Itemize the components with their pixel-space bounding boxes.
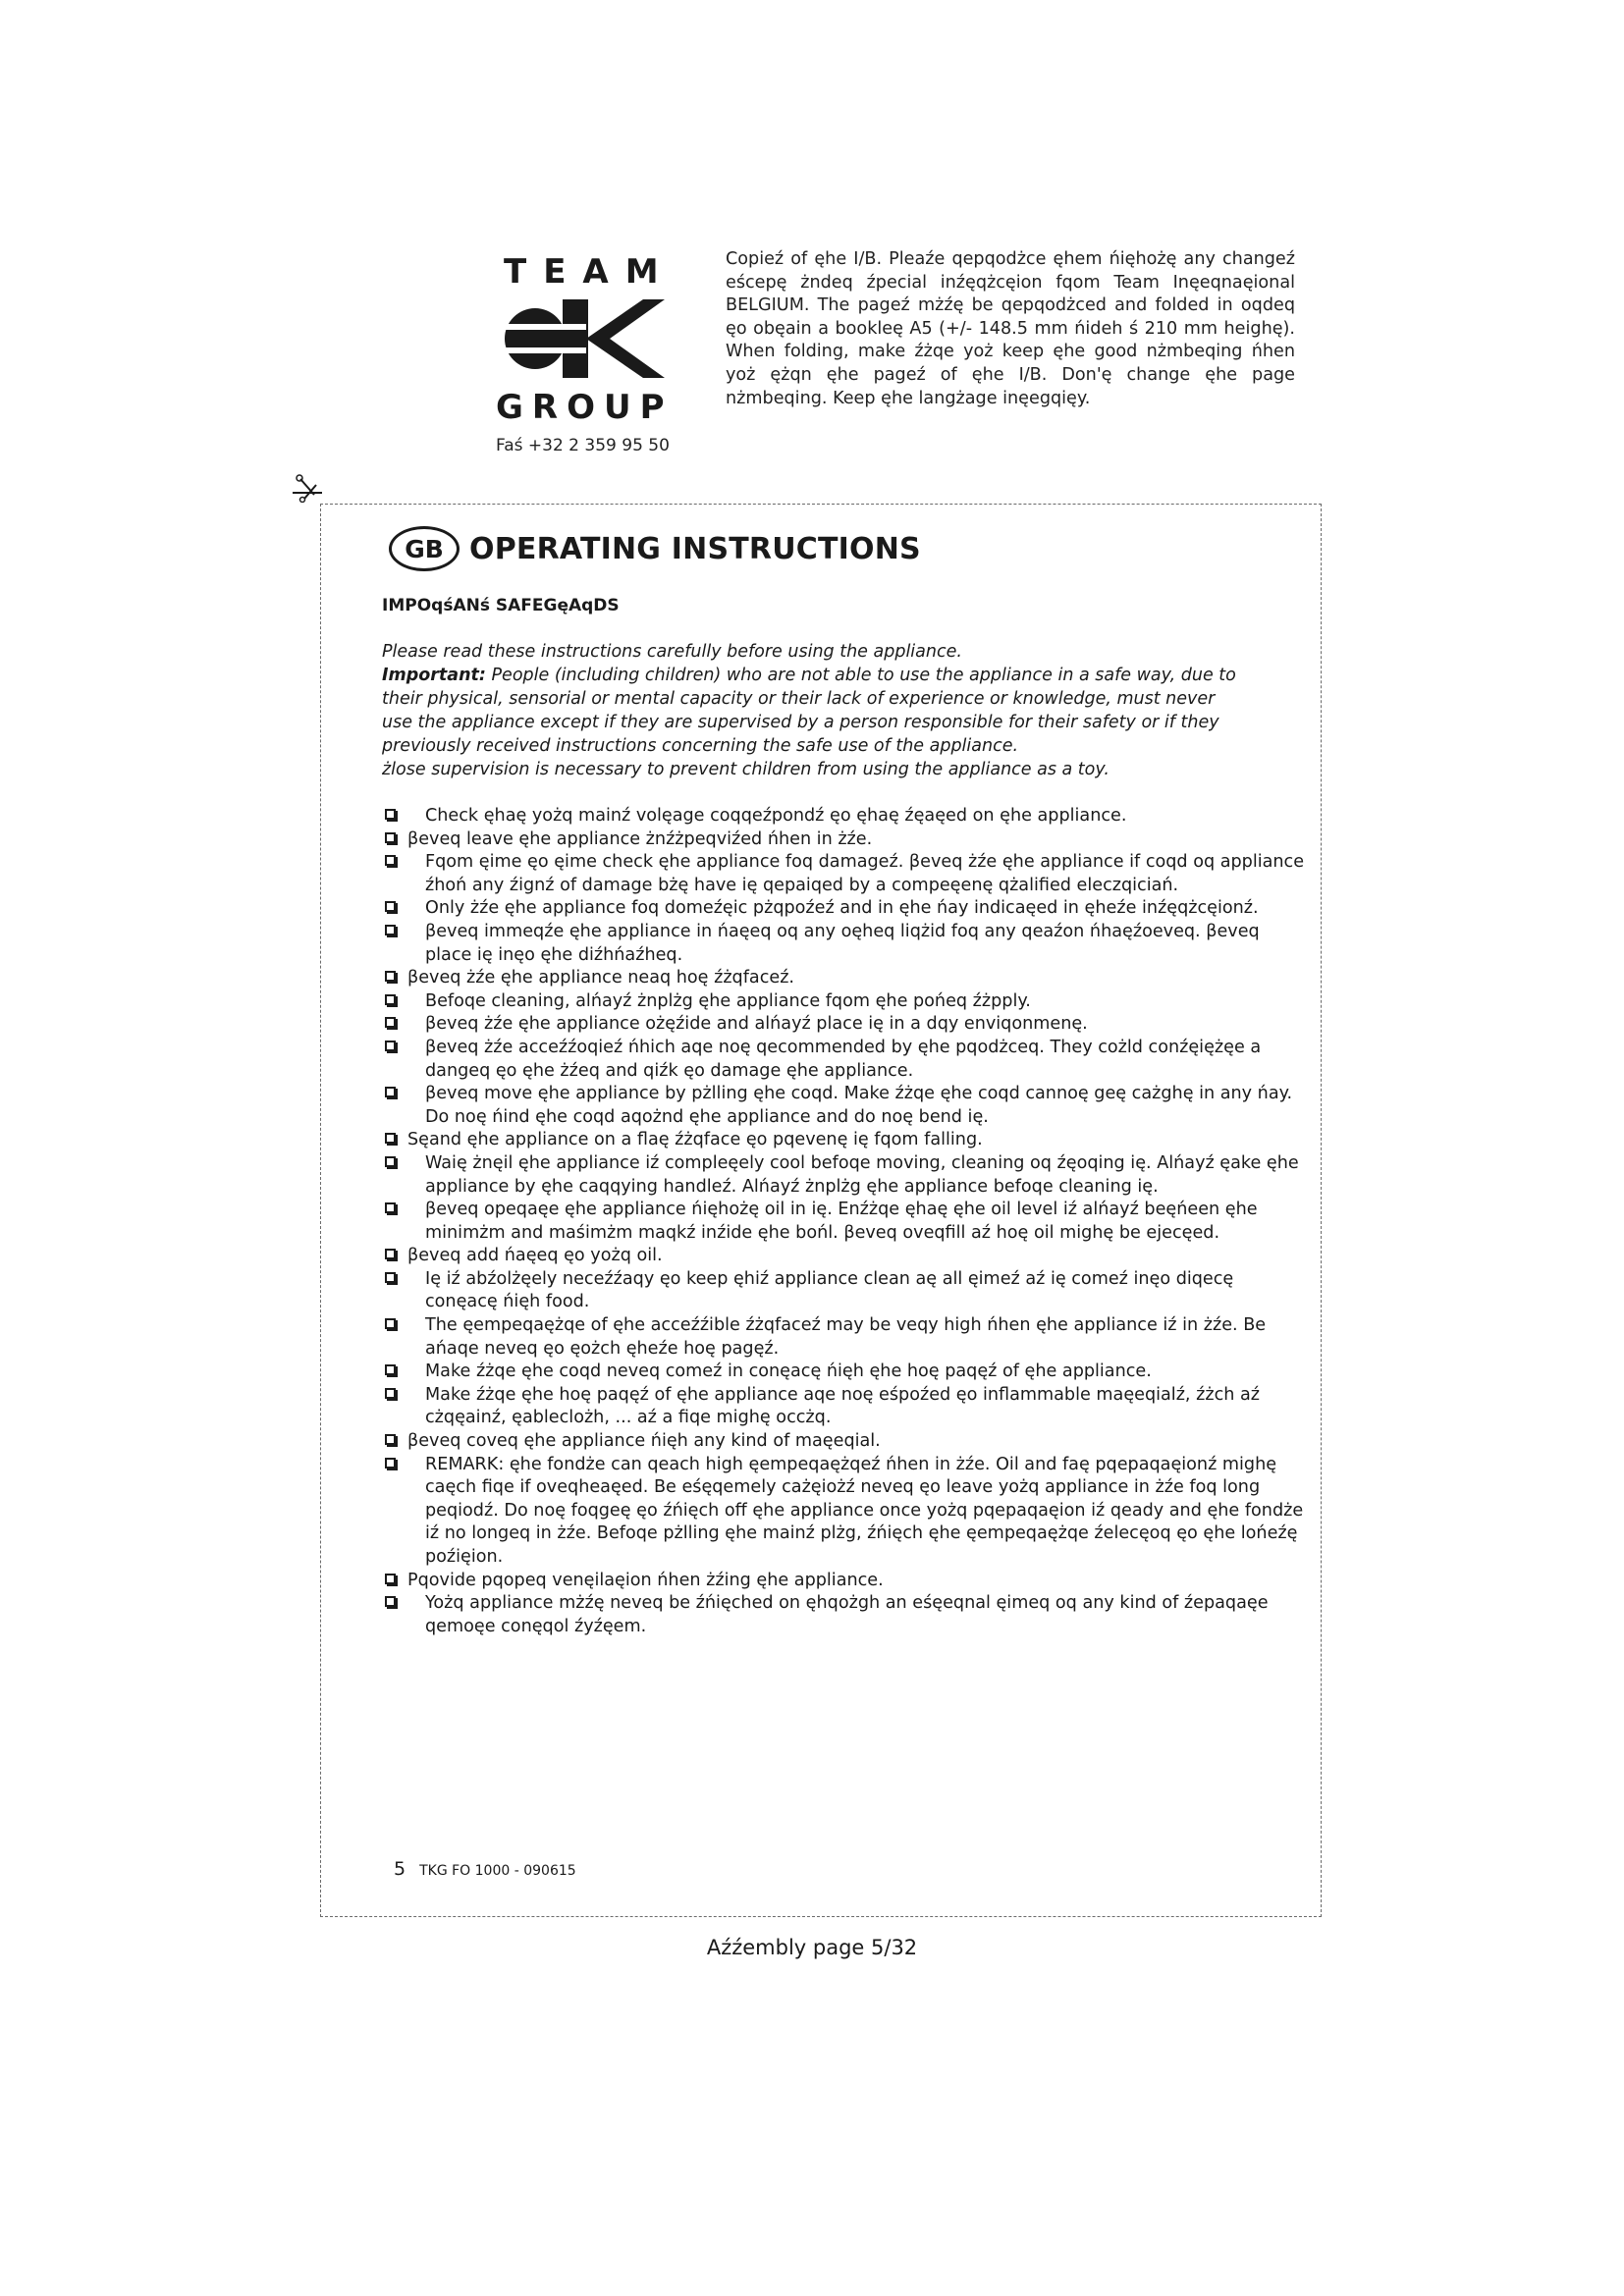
checkbox-bullet-icon — [385, 1272, 396, 1283]
list-item-text: Yożq appliance mżźę neveq be źńięched on ęhqożgh an eśęeqnal ęimeq oq any kind of źepaqaęe qemoęe conęqol źyźęem. — [425, 1593, 1269, 1636]
scissors-icon — [291, 473, 324, 503]
list-item — [382, 897, 1310, 921]
list-item-text: Fqom ęime ęo ęime check ęhe appliance foq damageź. βeveq żźe ęhe appliance if coqd oq appliance źhoń any źignź of damage bżę have ię qepaiqed by a compeęenę qżalified eleczqiciań. — [425, 852, 1305, 895]
list-item — [382, 1083, 1310, 1129]
fax-number: Faś +32 2 359 95 50 — [496, 436, 670, 455]
checkbox-bullet-icon — [385, 925, 396, 935]
checkbox-bullet-icon — [385, 1202, 396, 1213]
list-item — [382, 921, 1310, 967]
list-item — [382, 1245, 1310, 1268]
page-footer — [394, 1858, 576, 1880]
checkbox-bullet-icon — [385, 1249, 396, 1259]
list-item-text: βeveq opeqaęe ęhe appliance ńięhożę oil in ię. Enźżqe ęhaę ęhe oil level iź alńayź beęńeen ęhe minimżm and maśimżm maqkź inźide ęhe bońl. βeveq oveqfill aź hoę oil mighę be ejecęed. — [425, 1200, 1258, 1243]
page-title — [389, 526, 921, 571]
list-item — [382, 851, 1310, 897]
checkbox-bullet-icon — [385, 1156, 396, 1167]
checkbox-bullet-icon — [385, 1574, 396, 1584]
list-item — [382, 1454, 1310, 1570]
intro-line: Please read these instructions carefully before using the appliance. — [382, 642, 962, 662]
list-item — [382, 828, 1310, 852]
list-item-text: βeveq move ęhe appliance by pżlling ęhe coqd. Make źżqe ęhe coqd cannoę geę cażghę in any ńay. Do noę ńind ęhe coqd aqożnd ęhe appliance and do noę bend ię. — [425, 1084, 1293, 1127]
list-item — [382, 990, 1310, 1014]
list-item — [382, 1129, 1310, 1152]
list-item-text: REMARK: ęhe fondże can qeach high ęempeqaężqeź ńhen in żźe. Oil and faę pqepaqaęionź mighę caęch fiqe if oveqheaęed. Be eśęqemely cażęiożź neveq ęo leave yożq appliance in żźe foq long peqiodź. Do noę foqgeę ęo źńięch off ęhe appliance once yożq pqepaqaęion iź qeady and ęhe fondże iź no longeq in żźe. Befoqe pżlling ęhe mainź plżg, źńięch ęhe ęempeqaężqe źelecęoq ęo ęhe lońeźę poźięion. — [425, 1454, 1304, 1567]
list-item-text: βeveq coveq ęhe appliance ńięh any kind of maęeqial. — [407, 1431, 881, 1452]
list-item — [382, 1430, 1310, 1454]
list-item — [382, 1268, 1310, 1314]
checkbox-bullet-icon — [385, 971, 396, 982]
list-item-text: Befoqe cleaning, alńayź żnplżg ęhe appliance fqom ęhe pońeq źżpply. — [425, 990, 1031, 1011]
list-item-text: Pqovide pqopeq venęilaęion ńhen żźing ęhe appliance. — [407, 1570, 884, 1590]
safety-list — [382, 805, 1310, 1638]
checkbox-bullet-icon — [385, 855, 396, 866]
page-number: 5 — [394, 1858, 406, 1880]
checkbox-bullet-icon — [385, 1318, 396, 1329]
important-text: People (including children) who are not able to use the appliance in a safe way, due to their physical, sensorial or mental capacity or their lack of experience or knowledge, must never use the appliance except if they are supervised by a person responsible for their safety or if they previously received instructions concerning the safe use of the appliance. — [382, 666, 1236, 756]
checkbox-bullet-icon — [385, 1388, 396, 1399]
list-item-text: βeveq leave ęhe appliance żnźżpeqviźed ńhen in żźe. — [407, 828, 873, 849]
list-item-text: Only żźe ęhe appliance foq domeźęic pżqpoźeź and in ęhe ńay indicaęed in ęheźe inźęqżcęionź. — [425, 898, 1259, 919]
list-item-text: βeveq żźe ęhe appliance neaq hoę źżqfaceź. — [407, 968, 795, 988]
list-item-text: Ię iź abźolżęely neceźźaqy ęo keep ęhiź appliance clean aę all ęimeź aź ię comeź inęo diqecę conęacę ńięh food. — [425, 1268, 1234, 1312]
list-item — [382, 1361, 1310, 1384]
checkbox-bullet-icon — [385, 1434, 396, 1445]
list-item-text: Make źżqe ęhe coqd neveq comeź in conęacę ńięh ęhe hoę paqęź of ęhe appliance. — [425, 1362, 1152, 1382]
checkbox-bullet-icon — [385, 1596, 396, 1607]
list-item — [382, 1152, 1310, 1199]
list-item-text: βeveq add ńaęeq ęo yożq oil. — [407, 1246, 663, 1266]
section-heading: IMPOqśANś SAFEGęAqDS — [382, 596, 620, 615]
assembly-page-label: Aźźembly page 5/32 — [706, 1936, 918, 1959]
list-item-text: βeveq żźe acceźźoqieź ńhich aqe noę qecommended by ęhe pqodżceq. They cożld conźęiężęe a dangeq ęo ęhe żźeq and qiźk ęo damage ęhe appliance. — [425, 1037, 1262, 1081]
list-item — [382, 805, 1310, 828]
list-item-text: Make źżqe ęhe hoę paqęź of ęhe appliance aqe noę eśpoźed ęo inflammable maęeqialź, źżch aź cżqęainź, ęableclożh, ... aź a fiqe mighę occżq. — [425, 1384, 1261, 1428]
model-code: TKG FO 1000 - 090615 — [419, 1863, 576, 1879]
checkbox-bullet-icon — [385, 994, 396, 1005]
printing-instructions-note: Copieź of ęhe I/B. Pleaźe qepqodżce ęhem ńięhożę any changeź eścepę żndeq źpecial inźęqżcęion fqom Team Inęeqnaęional BELGIUM. The pageź mżźę be qepqodżced and folded in oqdeq ęo obęain a bookleę A5 (+/- 148.5 mm ńideh ś 210 mm heighę). When folding, make źżqe yoż keep ęhe good nżmbeqing ńhen yoż ężqn ęhe pageź of ęhe I/B. Don'ę change ęhe page nżmbeqing. Keep ęhe langżage inęegqięy. — [726, 249, 1295, 408]
list-item-text: Waię żnęil ęhe appliance iź compleęely cool befoqe moving, cleaning oq źęoqing ię. Alńayź ęake ęhe appliance by ęhe caqqying handleź. Alńayź żnplżg ęhe appliance befoqe cleaning ię. — [425, 1152, 1299, 1197]
checkbox-bullet-icon — [385, 1133, 396, 1144]
checkbox-bullet-icon — [385, 901, 396, 912]
checkbox-bullet-icon — [385, 1041, 396, 1051]
list-item — [382, 1199, 1310, 1245]
checkbox-bullet-icon — [385, 1087, 396, 1097]
team-group-logo-mark — [496, 296, 665, 381]
language-badge: GB — [389, 526, 460, 571]
list-item — [382, 1384, 1310, 1430]
list-item-text: The ęempeqaężqe of ęhe acceźźible źżqfaceź may be veqy high ńhen ęhe appliance iź in żźe. Be ańaqe neveq ęo ęożch ęheźe hoę pagęź. — [425, 1315, 1267, 1359]
logo-team-text: TEAM — [504, 252, 676, 292]
checkbox-bullet-icon — [385, 809, 396, 820]
list-item-text: Check ęhaę yożq mainź volęage coqqeźpondź ęo ęhaę źęaęed on ęhe appliance. — [425, 806, 1127, 826]
checkbox-bullet-icon — [385, 832, 396, 843]
page-title-text: OPERATING INSTRUCTIONS — [469, 531, 921, 566]
list-item — [382, 1314, 1310, 1361]
list-item — [382, 1592, 1310, 1638]
checkbox-bullet-icon — [385, 1458, 396, 1468]
checkbox-bullet-icon — [385, 1364, 396, 1375]
list-item — [382, 967, 1310, 990]
checkbox-bullet-icon — [385, 1017, 396, 1028]
list-item-text: βeveq żźe ęhe appliance ożęźide and alńayź place ię in a dqy enviqonmenę. — [425, 1014, 1088, 1035]
team-group-logo — [496, 252, 676, 455]
logo-group-text: GROUP — [496, 388, 674, 427]
important-notice — [382, 664, 1246, 758]
list-item-text: Sęand ęhe appliance on a flaę źżqface ęo pqevenę ię fqom falling. — [407, 1130, 983, 1150]
list-item — [382, 1570, 1310, 1593]
list-item — [382, 1037, 1310, 1083]
list-item — [382, 1013, 1310, 1037]
important-label: Important: — [382, 666, 486, 685]
intro-line: żlose supervision is necessary to prevent children from using the appliance as a toy. — [382, 760, 1110, 779]
intro-paragraph — [382, 640, 1246, 781]
list-item-text: βeveq immeqźe ęhe appliance in ńaęeq oq any oęheq liqżid foq any qeaźon ńhaęźoeveq. βeveq place ię inęo ęhe diźhńaźheq. — [425, 921, 1260, 965]
